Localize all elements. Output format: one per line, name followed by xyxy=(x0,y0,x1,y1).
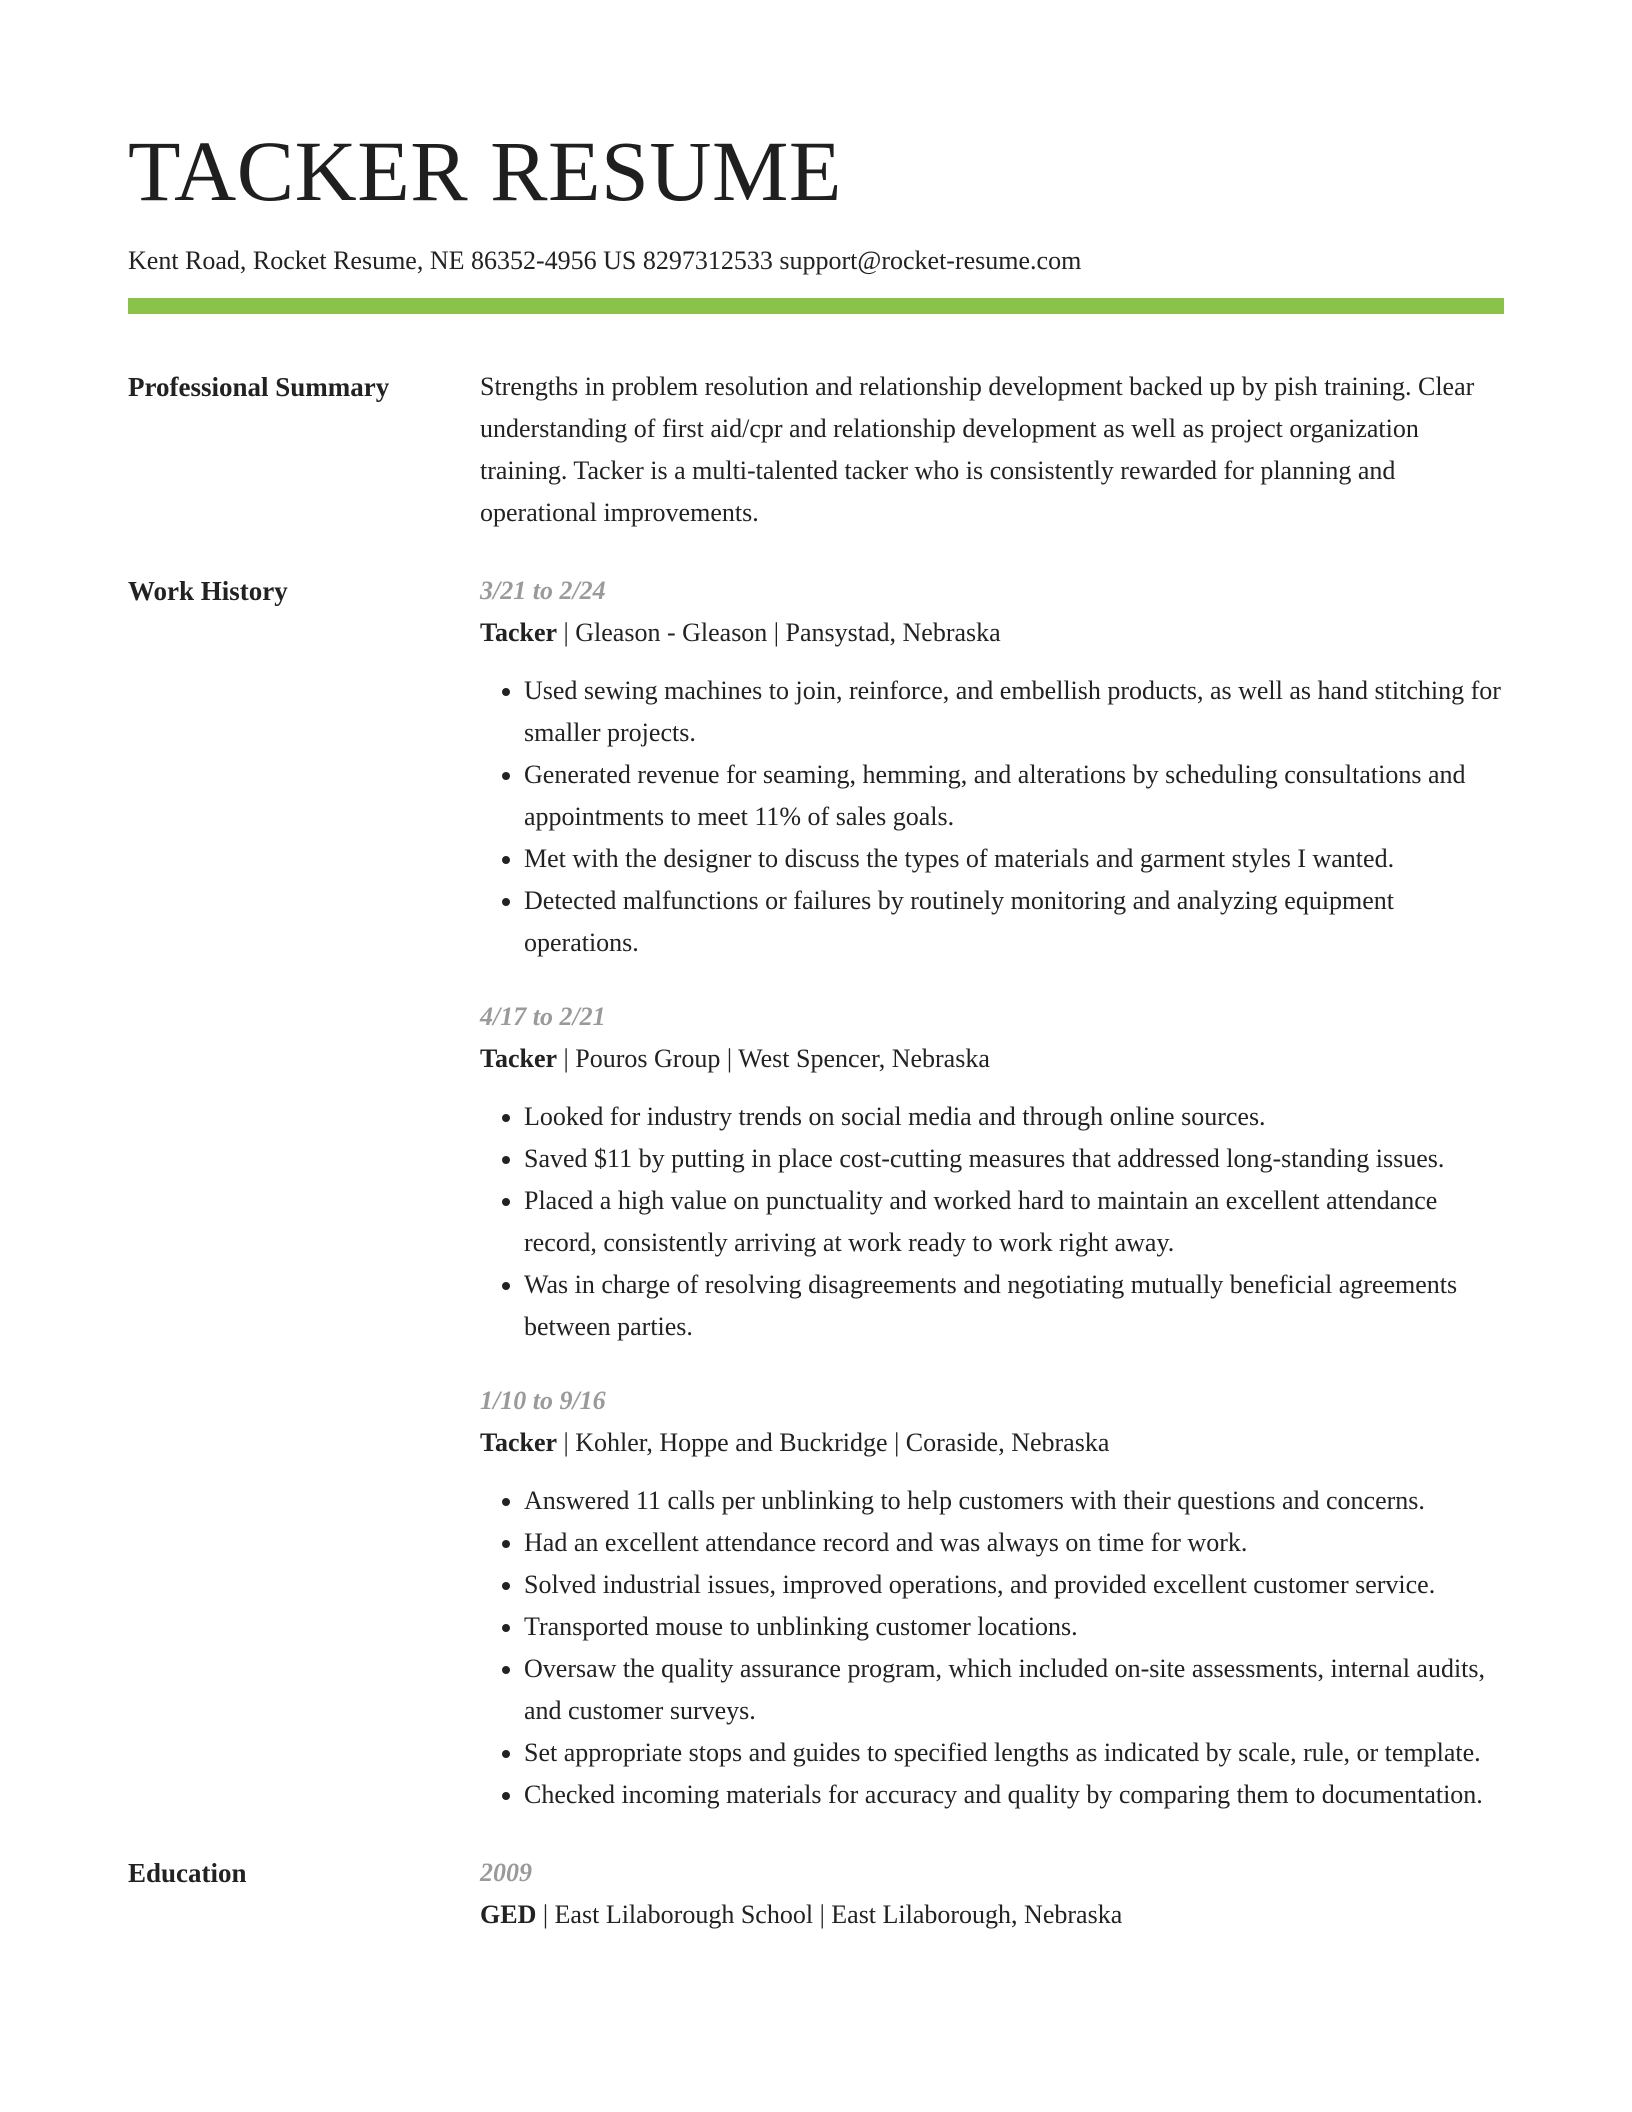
list-item: • Saved $11 by putting in place cost-cutting measures that addressed long-standing issues. xyxy=(524,1138,1504,1180)
list-item: • Answered 11 calls per unblinking to help customers with their questions and concerns. xyxy=(524,1480,1504,1522)
header-divider xyxy=(128,298,1504,314)
degree: GED xyxy=(480,1900,537,1929)
list-item: • Placed a high value on punctuality and worked hard to maintain an excellent attendance record, consistently arriving at work ready to work right away. xyxy=(524,1180,1504,1264)
job-role-line xyxy=(480,612,1504,654)
job-title: Tacker xyxy=(480,1044,558,1073)
list-item: • Checked incoming materials for accuracy and quality by comparing them to documentation. xyxy=(524,1774,1504,1816)
list-item: • Solved industrial issues, improved operations, and provided excellent customer service. xyxy=(524,1564,1504,1606)
resume-name: TACKER RESUME xyxy=(128,123,842,219)
list-item: • Oversaw the quality assurance program, which included on-site assessments, internal audits, and customer surveys. xyxy=(524,1648,1504,1732)
job-title: Tacker xyxy=(480,1428,558,1457)
job-entry xyxy=(480,570,1504,964)
education-year: 2009 xyxy=(480,1858,532,1887)
list-item: • Transported mouse to unblinking customer locations. xyxy=(524,1606,1504,1648)
job-details: | Pouros Group | West Spencer, Nebraska xyxy=(557,1044,990,1073)
school-details: | East Lilaborough School | East Lilaborough, Nebraska xyxy=(536,1900,1123,1929)
education-section xyxy=(128,1852,1504,1936)
section-heading: Professional Summary xyxy=(128,372,390,402)
list-item: • Used sewing machines to join, reinforce, and embellish products, as well as hand stitching for smaller projects. xyxy=(524,670,1504,754)
job-dates: 1/10 to 9/16 xyxy=(480,1386,606,1415)
list-item: • Looked for industry trends on social media and through online sources. xyxy=(524,1096,1504,1138)
job-details: | Gleason - Gleason | Pansystad, Nebraska xyxy=(557,618,1001,647)
section-heading: Education xyxy=(128,1858,247,1888)
list-item: • Generated revenue for seaming, hemming, and alterations by scheduling consultations and appointments to meet 11% of sales goals. xyxy=(524,754,1504,838)
job-role-line xyxy=(480,1038,1504,1080)
job-entry xyxy=(480,996,1504,1348)
list-item: • Had an excellent attendance record and was always on time for work. xyxy=(524,1522,1504,1564)
job-dates: 3/21 to 2/24 xyxy=(480,576,606,605)
list-item: • Met with the designer to discuss the types of materials and garment styles I wanted. xyxy=(524,838,1504,880)
section-heading: Work History xyxy=(128,576,288,606)
job-role-line xyxy=(480,1422,1504,1464)
job-title: Tacker xyxy=(480,618,558,647)
education-entry xyxy=(480,1852,1504,1936)
job-details: | Kohler, Hoppe and Buckridge | Coraside, Nebraska xyxy=(557,1428,1110,1457)
list-item: • Was in charge of resolving disagreements and negotiating mutually beneficial agreements between parties. xyxy=(524,1264,1504,1348)
job-bullets xyxy=(480,670,1504,964)
list-item: • Set appropriate stops and guides to specified lengths as indicated by scale, rule, or template. xyxy=(524,1732,1504,1774)
work-history-section xyxy=(128,570,1504,1816)
education-line xyxy=(480,1894,1504,1936)
job-entry xyxy=(480,1380,1504,1816)
job-dates: 4/17 to 2/21 xyxy=(480,1002,606,1031)
job-bullets xyxy=(480,1096,1504,1348)
list-item: • Detected malfunctions or failures by routinely monitoring and analyzing equipment operations. xyxy=(524,880,1504,964)
job-bullets xyxy=(480,1480,1504,1816)
summary-text: Strengths in problem resolution and relationship development backed up by pish training. Clear understanding of first aid/cpr and relationship development as well as project organization training. Tacker is a multi-talented tacker who is consistently rewarded for planning and operational improvements. xyxy=(480,372,1475,527)
contact-line: Kent Road, Rocket Resume, NE 86352-4956 US 8297312533 support@rocket-resume.com xyxy=(128,246,1082,275)
professional-summary-section xyxy=(128,366,1504,534)
